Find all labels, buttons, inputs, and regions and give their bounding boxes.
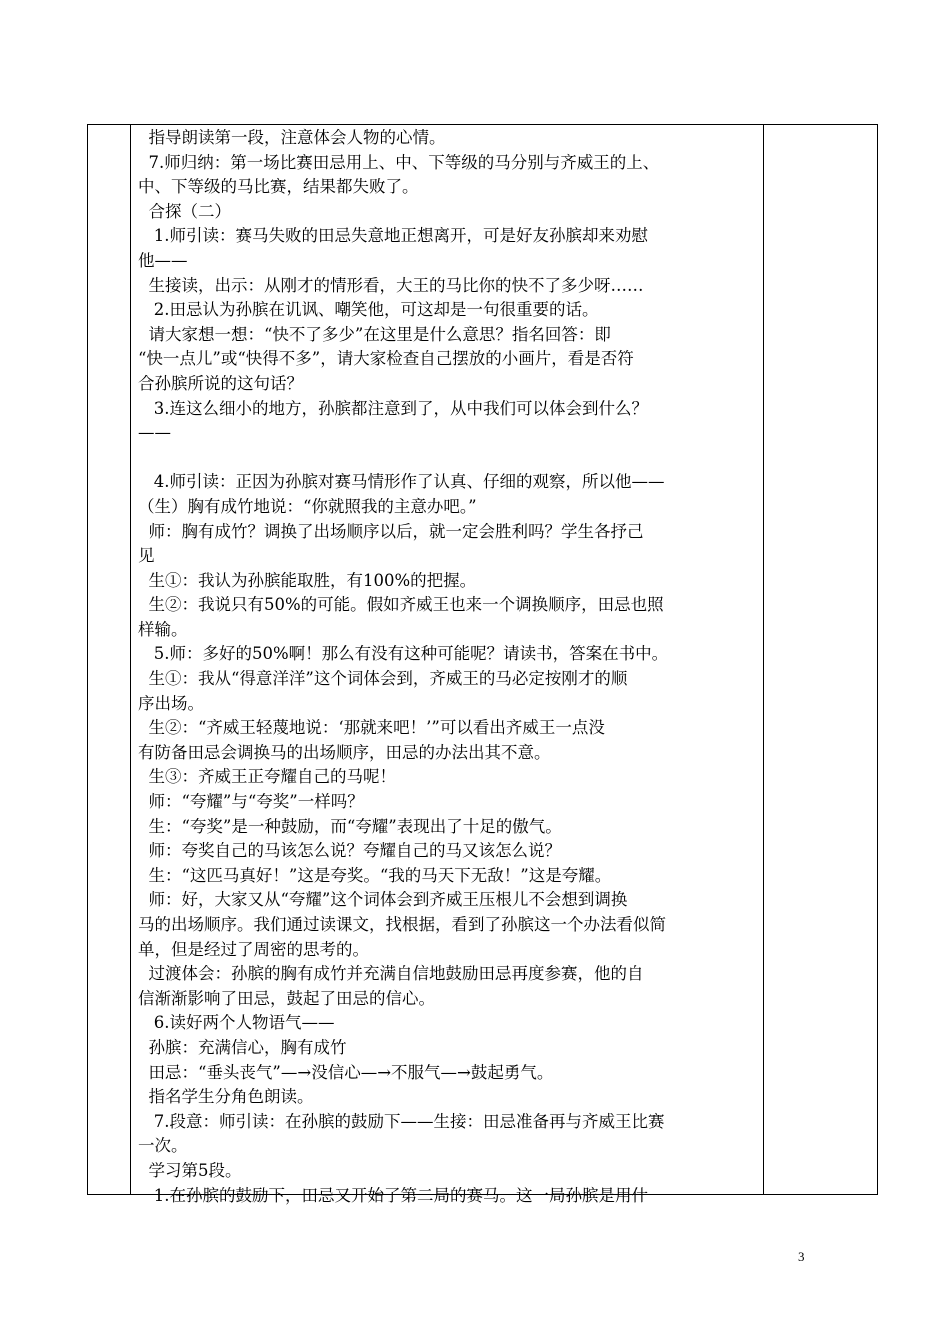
- text-line: 师：“夸耀”与“夸奖”一样吗？: [138, 792, 364, 812]
- text-line: 单，但是经过了周密的思考的。: [138, 939, 369, 959]
- text-line: 马的出场顺序。我们通过读课文，找根据，看到了孙膑这一个办法看似简: [138, 915, 666, 934]
- text-line: 生①：我认为孙膑能取胜，有100%的把握。: [138, 570, 477, 590]
- text-line: 3.连这么细小的地方，孙膑都注意到了，从中我们可以体会到什么？: [138, 398, 648, 418]
- text-line: [138, 446, 758, 471]
- text-line: 6.读好两个人物语气——: [138, 1013, 335, 1033]
- text-line: 生①：我从“得意洋洋”这个词体会到，齐威王的马必定按刚才的顺: [138, 669, 628, 689]
- text-line: 生③：齐威王正夸耀自己的马呢！: [138, 767, 396, 787]
- text-line: 师：夸奖自己的马该怎么说？夸耀自己的马又该怎么说？: [138, 841, 561, 861]
- text-line: （生）胸有成竹地说：“你就照我的主意办吧。”: [138, 496, 477, 516]
- text-line: 1.师引读：赛马失败的田忌失意地正想离开，可是好友孙膑却来劝慰: [138, 226, 648, 246]
- text-line: 7.段意：师引读：在孙膑的鼓励下——生接：田忌准备再与齐威王比赛: [138, 1111, 665, 1131]
- page-number: 3: [798, 1249, 805, 1264]
- text-line: 生：“夸奖”是一种鼓励，而“夸耀”表现出了十足的傲气。: [138, 816, 562, 836]
- text-line: 指导朗读第一段，注意体会人物的心情。: [138, 128, 446, 147]
- text-line: 指名学生分角色朗读。: [138, 1087, 314, 1107]
- text-line: 合孙膑所说的这句话？: [138, 373, 303, 393]
- text-line: 生接读，出示：从刚才的情形看，大王的马比你的快不了多少呀……: [138, 275, 644, 295]
- text-line: 样输。: [138, 619, 188, 639]
- text-line: 过渡体会：孙膑的胸有成竹并充满自信地鼓励田忌再度参赛，他的自: [138, 964, 644, 984]
- text-line: 中、下等级的马比赛，结果都失败了。: [138, 177, 419, 197]
- text-line: 5.师：多好的50%啊！那么有没有这种可能呢？请读书，答案在书中。: [138, 644, 669, 664]
- text-line: ——: [138, 423, 171, 443]
- text-line: 7.师归纳：第一场比赛田忌用上、中、下等级的马分别与齐威王的上、: [138, 152, 660, 172]
- text-line: 信渐渐影响了田忌，鼓起了田忌的信心。: [138, 988, 435, 1008]
- text-line: 生②：“齐威王轻蔑地说：‘那就来吧！’”可以看出齐威王一点没: [138, 718, 605, 738]
- text-line: “快一点儿”或“快得不多”，请大家检查自己摆放的小画片，看是否符: [138, 349, 634, 369]
- text-line: 孙膑：充满信心，胸有成竹: [138, 1037, 347, 1057]
- text-line: 有防备田忌会调换马的出场顺序，田忌的办法出其不意。: [138, 742, 551, 762]
- text-line: 师：好，大家又从“夸耀”这个词体会到齐威王压根儿不会想到调换: [138, 890, 628, 910]
- text-line: 序出场。: [138, 693, 204, 713]
- lesson-text: [138, 126, 758, 1208]
- text-line: 生②：我说只有50%的可能。假如齐威王也来一个调换顺序，田忌也照: [138, 595, 664, 615]
- text-line: 见: [138, 546, 155, 566]
- text-line: 2.田忌认为孙膑在讥讽、嘲笑他，可这却是一句很重要的话。: [138, 300, 599, 320]
- text-line: 他——: [138, 250, 188, 270]
- table-left-column-divider: [130, 125, 131, 1194]
- text-line: 4.师引读：正因为孙膑对赛马情形作了认真、仔细的观察，所以他——: [138, 472, 665, 492]
- text-line: 合探（二）: [138, 201, 231, 221]
- text-line: 学习第5段。: [138, 1160, 242, 1180]
- text-line: 请大家想一想：“快不了多少”在这里是什么意思？指名回答：即: [138, 324, 611, 344]
- text-line: 师：胸有成竹？调换了出场顺序以后，就一定会胜利吗？学生各抒己: [138, 521, 644, 541]
- text-line: 生：“这匹马真好！”这是夸奖。“我的马天下无敌！”这是夸耀。: [138, 865, 612, 885]
- table-right-column-divider: [763, 125, 764, 1194]
- text-line: 田忌：“垂头丧气”—→没信心—→不服气—→鼓起勇气。: [138, 1062, 554, 1082]
- text-line: 一次。: [138, 1136, 188, 1156]
- text-line: 1.在孙膑的鼓励下，田忌又开始了第二局的赛马。这一局孙膑是用什: [138, 1185, 648, 1205]
